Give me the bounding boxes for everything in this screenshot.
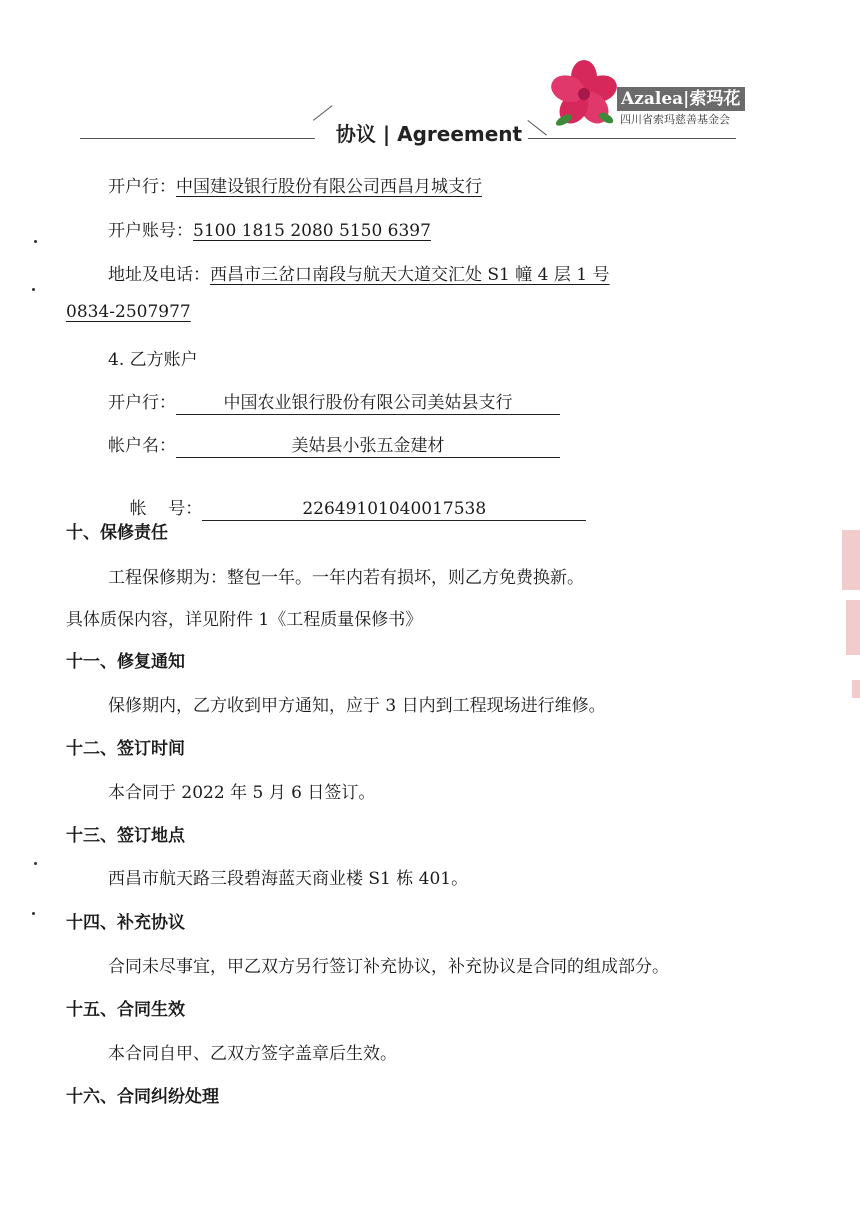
- party-b-name-row: [108, 431, 560, 458]
- section-text: 本合同于 2022 年 5 月 6 日签订。: [108, 783, 376, 803]
- seal-stamp-fragment: [846, 600, 860, 655]
- section-heading-signing-place: 十三、签订地点: [66, 826, 185, 846]
- section-text: 工程保修期为：整包一年。一年内若有损坏，则乙方免费换新。: [108, 568, 584, 588]
- seal-stamp-fragment: [842, 530, 860, 590]
- section-heading-signing-date: 十二、签订时间: [66, 739, 185, 759]
- scan-speck: [34, 240, 37, 243]
- party-a-bank-row: [108, 172, 482, 197]
- section-heading-repair-notice: 十一、修复通知: [66, 652, 185, 672]
- party-a-bank-label: 开户行：: [108, 177, 176, 197]
- party-b-number-value: 22649101040017538: [202, 499, 586, 521]
- header-rule-left: [80, 138, 315, 139]
- party-a-account-row: [108, 216, 431, 241]
- party-b-number-label: 帐 号：: [129, 499, 203, 519]
- scan-speck: [34, 862, 37, 865]
- party-b-bank-row: [108, 388, 560, 415]
- party-b-title: 4. 乙方账户: [108, 350, 198, 370]
- party-a-phone-row: [66, 302, 191, 322]
- section-text: 具体质保内容，详见附件 1《工程质量保修书》: [66, 610, 423, 630]
- scan-speck: [32, 912, 35, 915]
- party-a-bank-value: 中国建设银行股份有限公司西昌月城支行: [176, 177, 482, 197]
- section-text: 合同未尽事宜，甲乙双方另行签订补充协议，补充协议是合同的组成部分。: [108, 957, 669, 977]
- party-b-number-row: [108, 474, 586, 541]
- party-a-account-value: 5100 1815 2080 5150 6397: [193, 221, 431, 241]
- party-b-bank-value: 中国农业银行股份有限公司美姑县支行: [176, 388, 560, 415]
- party-a-address-value: 西昌市三岔口南段与航天大道交汇处 S1 幢 4 层 1 号: [210, 265, 610, 285]
- logo-organization: 四川省索玛慈善基金会: [620, 113, 730, 126]
- section-heading-supplement: 十四、补充协议: [66, 913, 185, 933]
- section-text: 保修期内，乙方收到甲方通知，应于 3 日内到工程现场进行维修。: [108, 696, 606, 716]
- header-rule-slant-right: [527, 120, 547, 136]
- party-b-bank-label: 开户行：: [108, 393, 176, 413]
- party-a-address-label: 地址及电话：: [108, 265, 210, 285]
- azalea-flower-icon: [548, 58, 620, 130]
- party-b-name-label: 帐户名：: [108, 436, 176, 456]
- section-heading-dispute: 十六、合同纠纷处理: [66, 1087, 219, 1107]
- page-title: 协议 | Agreement: [335, 122, 523, 146]
- header-rule-right: [528, 138, 736, 139]
- party-a-phone-value: 0834-2507977: [66, 302, 191, 322]
- section-text: 本合同自甲、乙双方签字盖章后生效。: [108, 1044, 397, 1064]
- logo-brand: Azalea|索玛花: [617, 87, 745, 111]
- party-a-account-label: 开户账号：: [108, 221, 193, 241]
- party-b-name-value: 美姑县小张五金建材: [176, 431, 560, 458]
- section-heading-warranty: 十、保修责任: [66, 523, 168, 543]
- party-a-address-row: [108, 260, 610, 285]
- section-heading-effectiveness: 十五、合同生效: [66, 1000, 185, 1020]
- scan-speck: [32, 288, 35, 291]
- section-text: 西昌市航天路三段碧海蓝天商业楼 S1 栋 401。: [108, 869, 469, 889]
- seal-stamp-fragment: [852, 680, 860, 698]
